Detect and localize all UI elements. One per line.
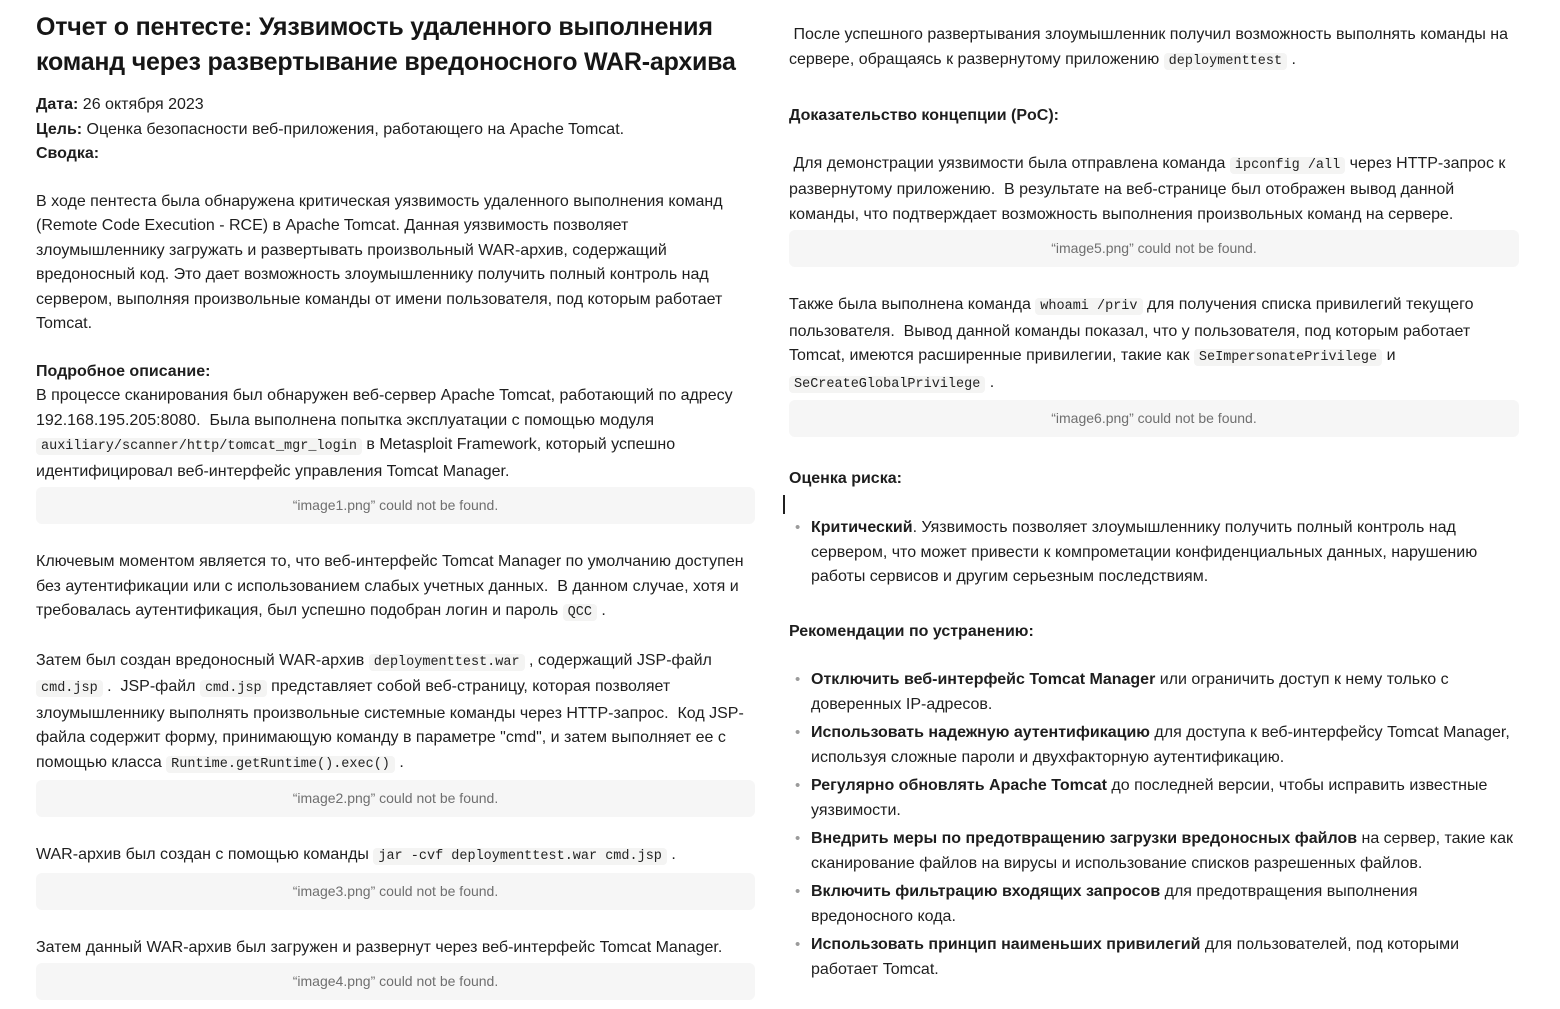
inline-code: Runtime.getRuntime().exec()	[166, 756, 395, 773]
inline-code: whoami /priv	[1035, 298, 1142, 315]
left-blocks	[36, 93, 755, 1000]
image-placeholder[interactable]	[36, 963, 755, 1000]
right-blocks	[789, 23, 1519, 982]
bullet-item[interactable]	[789, 880, 1519, 929]
paragraph[interactable]	[789, 152, 1519, 228]
paragraph[interactable]	[36, 190, 755, 337]
section-heading[interactable]: Оценка риска:	[789, 470, 902, 487]
text-run: .	[985, 373, 995, 391]
page-title[interactable]: Отчет о пентесте: Уязвимость удаленного выполнения команд через развертывание вредоносного WAR-архива	[36, 13, 736, 76]
text-run: WAR-архив был создан с помощью команды	[36, 846, 374, 863]
paragraph[interactable]	[789, 293, 1519, 397]
inline-code: SeCreateGlobalPrivilege	[789, 376, 985, 393]
inline-code: cmd.jsp	[200, 680, 267, 697]
meta-label: Дата:	[36, 96, 79, 113]
bold-text: Включить фильтрацию входящих запросов	[811, 883, 1161, 900]
text-run: Затем данный WAR-архив был загружен и развернут через веб-интерфейс Tomcat Manager.	[36, 938, 723, 956]
meta-label: Сводка:	[36, 145, 100, 162]
bold-text: Подробное описание:	[36, 362, 211, 380]
text-run: или ограничить доступ к нему только с доверенных IP-адресов.	[811, 671, 1454, 713]
bullet-item[interactable]	[789, 668, 1519, 717]
paragraph[interactable]	[36, 550, 755, 626]
inline-code: QCC	[563, 604, 597, 621]
text-run: . Уязвимость позволяет злоумышленнику получить полный контроль над сервером, что может привести к компрометации конфиденциальных данных, нарушению работы сервисов и другим серьезным последствиям.	[811, 519, 1482, 585]
text-run: для предотвращения выполнения вредоносного кода.	[811, 883, 1422, 925]
inline-code: cmd.jsp	[36, 680, 103, 697]
text-run: После успешного развертывания злоумышленник получил возможность выполнять команды на сервере, обращаясь к развернутому приложению	[789, 26, 1513, 68]
text-run: для получения списка привилегий текущего пользователя. Вывод данной команды показал, что у пользователя, под которым работает Tomcat, имеются расширенные привилегии, такие как	[789, 296, 1478, 364]
bullet-icon: •	[795, 519, 801, 536]
image-placeholder-text: “image2.png” could not be found.	[292, 790, 499, 807]
bullet-list	[789, 668, 1519, 982]
paragraph[interactable]	[36, 843, 755, 870]
text-run: для пользователей, под которыми работает Tomcat.	[811, 936, 1464, 978]
bullet-item[interactable]	[789, 516, 1519, 590]
bullet-item[interactable]	[789, 721, 1519, 770]
meta-label: Цель:	[36, 120, 83, 138]
bullet-item[interactable]	[789, 774, 1519, 823]
text-cursor	[783, 495, 785, 514]
meta-text: 26 октября 2023	[78, 96, 204, 113]
inline-code: ipconfig /all	[1230, 157, 1345, 174]
bullet-icon: •	[795, 936, 801, 953]
bullet-item[interactable]	[789, 827, 1519, 876]
image-placeholder-text: “image1.png” could not be found.	[292, 497, 499, 514]
image-placeholder[interactable]	[789, 230, 1519, 267]
text-run: для доступа к веб-интерфейсу Tomcat Manager, используя сложные пароли и двухфакторную аутентификацию.	[811, 724, 1515, 766]
inline-code: deploymenttest	[1164, 53, 1287, 70]
meta-line[interactable]	[36, 142, 755, 167]
bullet-icon: •	[795, 830, 801, 847]
inline-code: auxiliary/scanner/http/tomcat_mgr_login	[36, 438, 362, 455]
bold-text: Внедрить меры по предотвращению загрузки вредоносных файлов	[811, 830, 1358, 847]
image-placeholder-text: “image3.png” could not be found.	[292, 882, 499, 899]
meta-block	[36, 93, 755, 167]
text-run: через HTTP-запрос к развернутому приложению. В результате на веб-странице был отображен вывод данной команды, что подтверждает возможность выполнения произвольных команд на сервере.	[789, 154, 1510, 223]
bullet-icon: •	[795, 777, 801, 794]
section-heading[interactable]: Доказательство концепции (PoC):	[789, 107, 1059, 124]
text-run: В ходе пентеста была обнаружена критическая уязвимость удаленного выполнения команд (Remote Code Execution - RCE) в Apache Tomcat. Данная уязвимость позволяет злоумышленнику загружать и развертывать произвольный WAR-архив, содержащий вредоносный код. Это дает возможность злоумышленнику получить полный контроль над сервером, выполняя произвольные команды от имени пользователя, под которым работает Tomcat.	[36, 192, 727, 332]
text-run: в Metasploit Framework, который успешно идентифицировал веб-интерфейс управления Tomcat Manager.	[36, 436, 680, 480]
text-run: .	[666, 846, 676, 863]
text-run: на сервер, такие как сканирование файлов на вирусы и использование списков разрешенных файлов.	[811, 830, 1518, 872]
text-run: , содержащий JSP-файл	[524, 651, 717, 669]
text-run: .	[394, 753, 404, 771]
bullet-icon: •	[795, 724, 801, 741]
bold-text: Критический	[811, 519, 913, 536]
inline-code: jar -cvf deploymenttest.war cmd.jsp	[373, 848, 667, 865]
text-run: до последней версии, чтобы исправить известные уязвимости.	[811, 777, 1492, 819]
text-run: .	[596, 602, 606, 619]
image-placeholder[interactable]	[36, 873, 755, 910]
bullet-icon: •	[795, 883, 801, 900]
image-placeholder[interactable]	[36, 780, 755, 817]
meta-line[interactable]	[36, 93, 755, 118]
text-run: и	[1382, 347, 1400, 364]
text-run: представляет собой веб-страницу, которая позволяет злоумышленнику выполнять произвольные системные команды через HTTP-запрос. Код JSP-файла содержит форму, принимающую команду в параметре "cmd", и затем выполняет ее с помощью класса	[36, 678, 744, 771]
text-run: В процессе сканирования был обнаружен веб-сервер Apache Tomcat, работающий по адресу 192.168.195.205:8080. Была выполнена попытка эксплуатации с помощью модуля	[36, 387, 738, 429]
bullet-list	[789, 516, 1519, 590]
right-column	[789, 0, 1519, 982]
text-run: Ключевым моментом является то, что веб-интерфейс Tomcat Manager по умолчанию доступен без аутентификации или с использованием слабых учетных данных. В данном случае, хотя и требовалась аутентификация, был успешно подобран логин и пароль	[36, 553, 749, 619]
inline-code: deploymenttest.war	[369, 654, 525, 671]
meta-line[interactable]	[36, 118, 755, 143]
text-run: Затем был создан вредоносный WAR-архив	[36, 651, 369, 669]
paragraph[interactable]	[36, 360, 755, 485]
bold-text: Отключить веб-интерфейс Tomcat Manager	[811, 671, 1156, 688]
left-column	[36, 0, 755, 1000]
paragraph[interactable]	[36, 936, 755, 961]
image-placeholder[interactable]	[36, 487, 755, 524]
empty-line[interactable]	[789, 492, 1519, 517]
text-run: . JSP-файл	[102, 678, 200, 695]
bullet-icon: •	[795, 671, 801, 688]
text-run: Также была выполнена команда	[789, 296, 1036, 313]
meta-text: Оценка безопасности веб-приложения, работающего на Apache Tomcat.	[82, 120, 625, 138]
image-placeholder[interactable]	[789, 400, 1519, 437]
text-run: .	[1287, 50, 1296, 68]
text-run: Для демонстрации уязвимости была отправлена команда	[789, 154, 1230, 172]
bold-text: Использовать принцип наименьших привилегий	[811, 936, 1201, 953]
image-placeholder-text: “image5.png” could not be found.	[1051, 240, 1257, 257]
section-heading[interactable]: Рекомендации по устранению:	[789, 622, 1034, 640]
image-placeholder-text: “image6.png” could not be found.	[1051, 410, 1257, 427]
bullet-item[interactable]	[789, 933, 1519, 982]
paragraph[interactable]	[789, 23, 1519, 74]
image-placeholder-text: “image4.png” could not be found.	[292, 973, 499, 990]
bold-text: Регулярно обновлять Apache Tomcat	[811, 777, 1107, 794]
bold-text: Использовать надежную аутентификацию	[811, 724, 1150, 741]
inline-code: SeImpersonatePrivilege	[1194, 349, 1382, 366]
paragraph[interactable]	[36, 649, 755, 778]
